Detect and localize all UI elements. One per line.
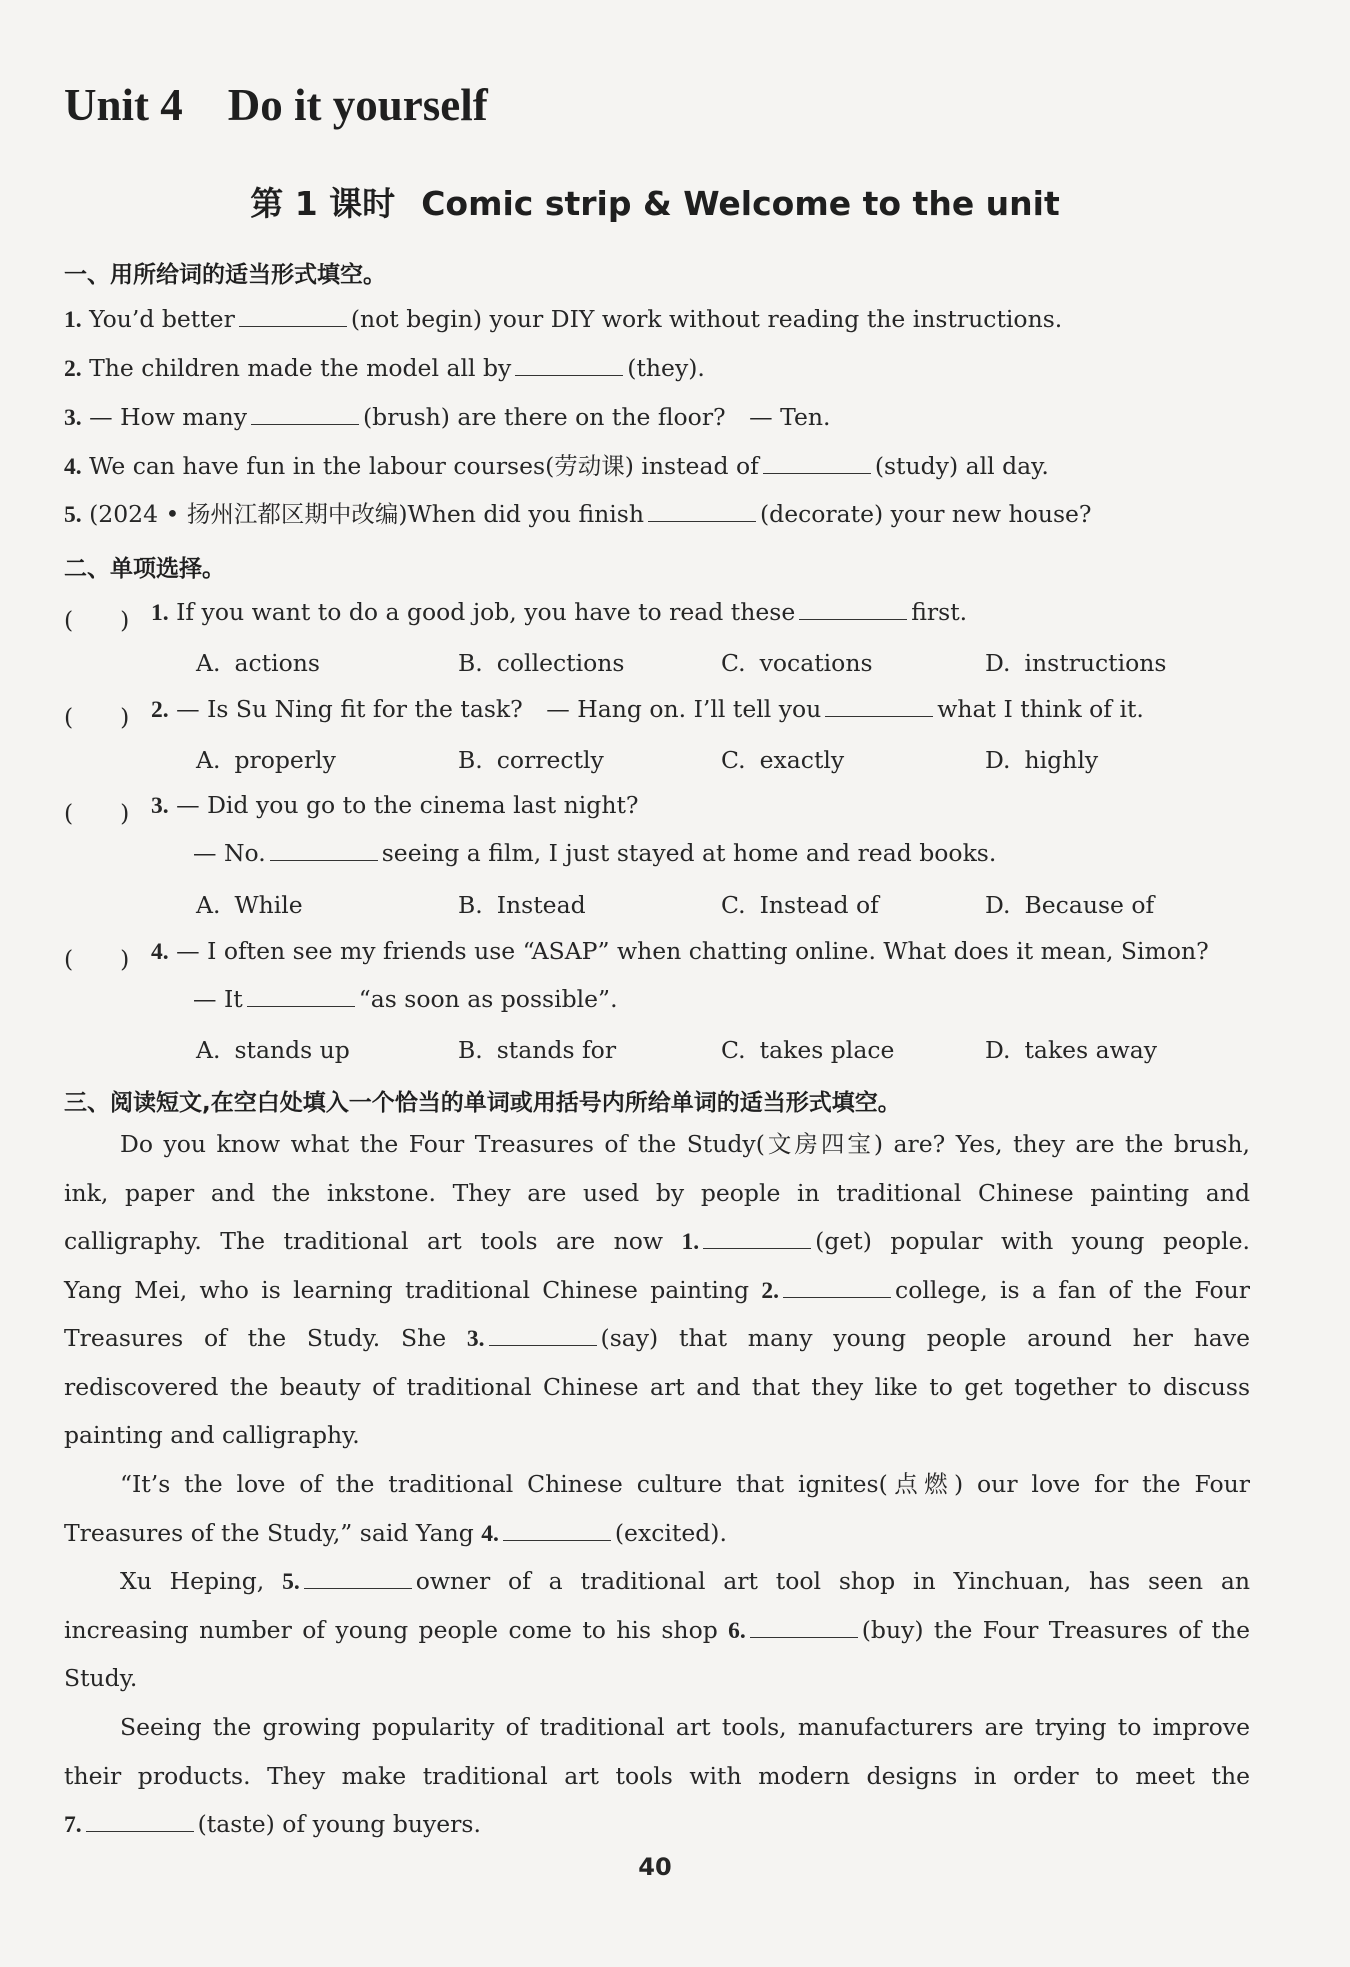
answer-blank	[799, 601, 907, 620]
answer-blank[interactable]	[304, 1570, 412, 1589]
section3-heading: 三、阅读短文,在空白处填入一个恰当的单词或用括号内所给单词的适当形式填空。	[64, 1090, 901, 1116]
answer-blank[interactable]	[763, 455, 871, 474]
item-text: (decorate) your new house?	[759, 500, 1092, 528]
answer-blank[interactable]	[86, 1813, 194, 1832]
question-text: first.	[911, 598, 968, 626]
passage-line: rediscovered the beauty of traditional Chinese art and that they like to get together to discuss	[64, 1372, 1250, 1401]
answer-blank[interactable]	[503, 1522, 611, 1541]
item-text: (2024 • 扬州江都区期中改编)When did you finish	[89, 500, 644, 528]
answer-blank[interactable]	[251, 406, 359, 425]
question-text: seeing a film, I just stayed at home and read books.	[381, 839, 997, 867]
passage-line: Study.	[64, 1664, 138, 1692]
fill-item-5	[64, 500, 1092, 528]
passage-paragraph-4	[64, 1703, 1250, 1849]
question-text: — I often see my friends use “ASAP” when chatting online. What does it mean, Simon?	[176, 937, 1209, 965]
option-a[interactable]: A. properly	[196, 746, 336, 774]
answer-blank[interactable]	[489, 1327, 597, 1346]
answer-blank[interactable]	[783, 1279, 891, 1298]
answer-blank[interactable]	[750, 1619, 858, 1638]
option-d[interactable]: D. Because of	[985, 891, 1155, 919]
answer-blank[interactable]	[239, 308, 347, 327]
passage-line: ink, paper and the inkstone. They are used by people in traditional Chinese painting and	[64, 1178, 1250, 1207]
question-text: — Is Su Ning fit for the task? — Hang on. I’ll tell you	[176, 695, 822, 723]
blank-number: 4.	[481, 1520, 499, 1547]
blank-number: 1.	[681, 1229, 700, 1255]
question-number: 4.	[151, 939, 169, 965]
option-b[interactable]: B. collections	[458, 649, 625, 677]
fill-item-4	[64, 452, 1049, 480]
fill-item-2	[64, 354, 705, 382]
page-number: 40	[638, 1853, 672, 1881]
passage-paragraph-1	[64, 1120, 1250, 1460]
passage-line: painting and calligraphy.	[64, 1421, 360, 1449]
question-text: If you want to do a good job, you have to read these	[176, 598, 796, 626]
unit-title: Unit 4 Do it yourself	[64, 80, 488, 130]
mc-question-3-line2	[193, 839, 997, 867]
question-text: — No.	[193, 839, 266, 867]
section1-heading: 一、用所给词的适当形式填空。	[64, 262, 386, 288]
mc-question-1	[151, 598, 968, 626]
blank-number: 3.	[466, 1326, 485, 1352]
answer-bracket[interactable]: ( )	[64, 799, 130, 827]
passage-line: calligraphy. The traditional art tools are now 1. (get) popular with young people.	[64, 1227, 1250, 1255]
answer-blank	[247, 988, 355, 1007]
mc-question-4-line2	[193, 985, 618, 1013]
passage-line: Xu Heping, 5. owner of a traditional art tool shop in Yinchuan, has seen an	[120, 1567, 1250, 1595]
question-number: 1.	[151, 600, 169, 626]
item-number: 1.	[64, 307, 82, 333]
fill-item-3	[64, 403, 831, 431]
passage-line: Do you know what the Four Treasures of the Study(文房四宝) are? Yes, they are the brush,	[120, 1130, 1250, 1158]
option-c[interactable]: C. exactly	[721, 746, 845, 774]
item-text: You’d better	[89, 305, 235, 333]
passage-paragraph-3	[64, 1557, 1250, 1703]
question-number: 2.	[151, 697, 169, 723]
question-text: what I think of it.	[937, 695, 1144, 723]
blank-number: 5.	[282, 1569, 300, 1595]
passage-line: “It’s the love of the traditional Chinese culture that ignites(点燃) our love for the Four	[120, 1470, 1250, 1498]
passage-paragraph-2	[64, 1460, 1250, 1557]
option-c[interactable]: C. Instead of	[721, 891, 879, 919]
passage-line: Treasures of the Study. She 3. (say) that many young people around her have	[64, 1324, 1250, 1352]
option-a[interactable]: A. stands up	[196, 1036, 350, 1064]
mc-question-4	[151, 937, 1209, 965]
option-d[interactable]: D. takes away	[985, 1036, 1158, 1064]
section2-heading: 二、单项选择。	[64, 556, 225, 582]
mc-question-2	[151, 695, 1144, 723]
lesson-title	[0, 178, 1310, 225]
option-c[interactable]: C. takes place	[721, 1036, 895, 1064]
item-text: (brush) are there on the floor? — Ten.	[363, 403, 831, 431]
answer-blank	[825, 698, 933, 717]
passage-line: their products. They make traditional art tools with modern designs in order to meet the	[64, 1761, 1250, 1790]
item-number: 4.	[64, 454, 82, 480]
answer-blank[interactable]	[648, 503, 756, 522]
answer-blank	[270, 842, 378, 861]
lesson-prefix: 第 1 课时	[250, 184, 396, 223]
option-d[interactable]: D. instructions	[985, 649, 1167, 677]
fill-item-1	[64, 305, 1063, 333]
lesson-name: Comic strip & Welcome to the unit	[421, 184, 1060, 223]
passage-line: Treasures of the Study,” said Yang 4. (excited).	[64, 1518, 727, 1547]
passage-line: Yang Mei, who is learning traditional Chinese painting 2. college, is a fan of the Four	[64, 1275, 1250, 1304]
question-number: 3.	[151, 793, 169, 819]
item-number: 3.	[64, 405, 82, 431]
question-text: “as soon as possible”.	[358, 985, 618, 1013]
passage-line: 7. (taste) of young buyers.	[64, 1810, 481, 1838]
question-text: — It	[193, 985, 243, 1013]
passage-line: Seeing the growing popularity of traditional art tools, manufacturers are trying to improve	[120, 1713, 1250, 1741]
option-d[interactable]: D. highly	[985, 746, 1099, 774]
answer-bracket[interactable]: ( )	[64, 703, 130, 731]
item-text: We can have fun in the labour courses(劳动课) instead of	[89, 452, 759, 480]
option-b[interactable]: B. correctly	[458, 746, 604, 774]
option-b[interactable]: B. Instead	[458, 891, 586, 919]
option-a[interactable]: A. While	[196, 891, 303, 919]
answer-bracket[interactable]: ( )	[64, 945, 130, 973]
item-text: (study) all day.	[874, 452, 1049, 480]
item-text: The children made the model all by	[89, 354, 512, 382]
blank-number: 2.	[761, 1277, 780, 1304]
item-text: (they).	[627, 354, 705, 382]
item-number: 2.	[64, 356, 82, 382]
blank-number: 6.	[728, 1617, 746, 1644]
answer-blank[interactable]	[515, 357, 623, 376]
passage-line: increasing number of young people come to his shop 6. (buy) the Four Treasures of the	[64, 1615, 1250, 1644]
option-a[interactable]: A. actions	[196, 649, 320, 677]
blank-number: 7.	[64, 1812, 82, 1838]
item-text: (not begin) your DIY work without reading the instructions.	[350, 305, 1063, 333]
answer-bracket[interactable]: ( )	[64, 606, 130, 634]
option-c[interactable]: C. vocations	[721, 649, 873, 677]
item-number: 5.	[64, 502, 82, 528]
answer-blank[interactable]	[703, 1230, 811, 1249]
mc-question-3	[151, 791, 639, 819]
question-text: — Did you go to the cinema last night?	[176, 791, 639, 819]
item-text: — How many	[89, 403, 248, 431]
option-b[interactable]: B. stands for	[458, 1036, 617, 1064]
